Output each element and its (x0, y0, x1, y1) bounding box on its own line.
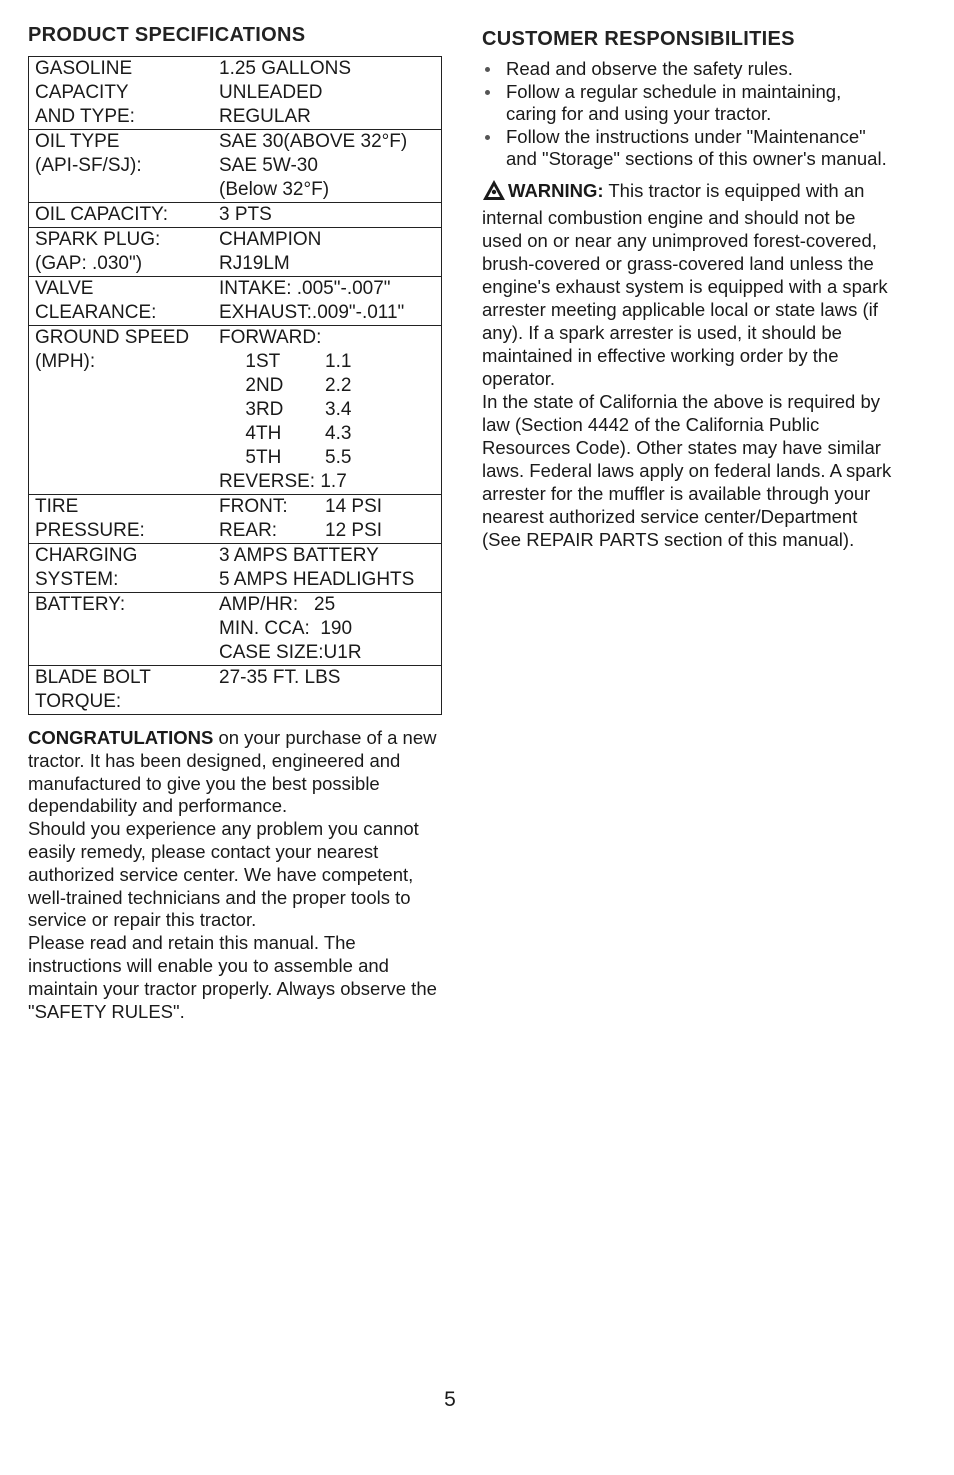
congrats-paragraph-1 (28, 727, 442, 818)
spec-value: 27-35 FT. LBS (219, 667, 341, 688)
spec-value-secondary: 3.4 (325, 399, 352, 420)
congrats-paragraph-3: Please read and retain this manual. The instructions will enable you to assemble and maintain your tractor properly. Always observe the "SAFETY RULES". (28, 932, 437, 1022)
spec-line (29, 446, 441, 470)
spec-value: REGULAR (219, 106, 311, 127)
spec-line (29, 57, 441, 81)
spec-label: PRESSURE: (35, 520, 145, 541)
spec-label: GROUND SPEED (35, 327, 190, 348)
spec-value-secondary: 14 PSI (325, 496, 383, 517)
spec-line (29, 568, 441, 592)
spec-line (29, 203, 441, 227)
table-row (28, 129, 442, 202)
spec-value: 3 AMPS BATTERY (219, 545, 379, 566)
spec-value-secondary: 12 PSI (325, 520, 383, 541)
table-row (28, 56, 442, 129)
warning-section (482, 179, 892, 551)
warning-triangle-icon (482, 179, 506, 206)
spec-label: BLADE BOLT (35, 667, 151, 688)
spec-value: 3 PTS (219, 204, 272, 225)
spec-value-secondary: 1.1 (325, 351, 352, 372)
spec-label: AND TYPE: (35, 106, 135, 127)
spec-line (29, 350, 441, 374)
spec-line (29, 666, 441, 690)
spec-value: SAE 30(ABOVE 32°F) (219, 131, 408, 152)
spec-line (29, 81, 441, 105)
warning-lead: WARNING: (508, 179, 604, 201)
spec-value-secondary: 4.3 (325, 423, 352, 444)
table-row (28, 543, 442, 592)
spec-label: VALVE (35, 278, 94, 299)
list-item: Follow the instructions under "Maintenance" and "Storage" sections of this owner's manual. (482, 126, 892, 171)
spec-value: 4TH (219, 423, 282, 444)
spec-value: FRONT: (219, 496, 288, 517)
bullet-icon (485, 135, 490, 140)
spec-line (29, 252, 441, 276)
left-column (28, 22, 442, 1023)
spec-line (29, 495, 441, 519)
spec-line (29, 178, 441, 202)
spec-line (29, 398, 441, 422)
table-row (28, 592, 442, 665)
congrats-paragraph-2: Should you experience any problem you cannot easily remedy, please contact your nearest authorized service center. We have competent, well-trained technicians and the proper tools to service or repair this tractor. (28, 818, 419, 931)
bullet-icon (485, 90, 490, 95)
warning-paragraph-2: In the state of California the above is required by law (Section 4442 of the California Public Resources Code). Other states may have similar laws. Federal laws apply on federal lands. A spark arrester for the muffler is available through your nearest authorized service center/Department (See REPAIR PARTS section of this manual). (482, 390, 892, 550)
responsibilities-list (482, 58, 892, 171)
spec-label: OIL CAPACITY: (35, 204, 169, 225)
spec-line (29, 130, 441, 154)
spec-value-secondary: 5.5 (325, 447, 352, 468)
spec-line (29, 228, 441, 252)
spec-label: (API-SF/SJ): (35, 155, 142, 176)
spec-label: (MPH): (35, 351, 96, 372)
spec-label: GASOLINE (35, 58, 133, 79)
spec-value: REAR: (219, 520, 278, 541)
spec-label: CLEARANCE: (35, 302, 157, 323)
spec-line (29, 422, 441, 446)
spec-label: CAPACITY (35, 82, 129, 103)
spec-line (29, 470, 441, 494)
spec-label: TORQUE: (35, 691, 122, 712)
specs-heading: PRODUCT SPECIFICATIONS (28, 24, 306, 46)
spec-label: OIL TYPE (35, 131, 120, 152)
right-column (482, 26, 892, 551)
spec-value: CASE SIZE:U1R (219, 642, 362, 663)
warning-p1-text: This tractor is equipped with an internal combustion engine and should not be used on or near any unimproved forest-covered, brush-covered or grass-covered land unless the engine's exhaust system is equipped with a spark arrester meeting applicable local or state laws (if any). If a spark arrester is used, it should be maintained in effective working order by the operator. (482, 179, 888, 389)
responsibilities-heading: CUSTOMER RESPONSIBILITIES (482, 28, 795, 50)
spec-value-secondary: 2.2 (325, 375, 352, 396)
spec-value: INTAKE: .005"-.007" (219, 278, 391, 299)
spec-line (29, 277, 441, 301)
warning-paragraph-1 (482, 179, 892, 390)
spec-line (29, 301, 441, 325)
spec-value: REVERSE: 1.7 (219, 471, 347, 492)
congratulations-section (28, 727, 442, 1023)
spec-line (29, 326, 441, 350)
spec-line (29, 519, 441, 543)
spec-line (29, 641, 441, 665)
congrats-lead: CONGRATULATIONS (28, 727, 214, 748)
spec-value: FORWARD: (219, 327, 322, 348)
spec-value: AMP/HR: 25 (219, 594, 336, 615)
spec-line (29, 617, 441, 641)
spec-label: (GAP: .030") (35, 253, 143, 274)
spec-line (29, 154, 441, 178)
spec-value: EXHAUST:.009"-.011" (219, 302, 405, 323)
list-item: Read and observe the safety rules. (482, 58, 892, 81)
spec-value: UNLEADED (219, 82, 323, 103)
spec-value: 2ND (219, 375, 284, 396)
spec-label: SPARK PLUG: (35, 229, 161, 250)
spec-label: TIRE (35, 496, 79, 517)
congrats-p1-text: on your purchase of a new tractor. It has been designed, engineered and manufactured to give you the best possible dependability and performance. (28, 727, 437, 817)
spec-value: 1.25 GALLONS (219, 58, 352, 79)
spec-label: SYSTEM: (35, 569, 119, 590)
bullet-icon (485, 67, 490, 72)
table-row (28, 227, 442, 276)
table-row (28, 494, 442, 543)
table-row (28, 665, 442, 715)
spec-value: SAE 5W-30 (219, 155, 318, 176)
table-row (28, 276, 442, 325)
spec-value: RJ19LM (219, 253, 290, 274)
page-number: 5 (444, 1388, 456, 1411)
spec-label: CHARGING (35, 545, 138, 566)
spec-value: CHAMPION (219, 229, 322, 250)
table-row (28, 325, 442, 494)
spec-label: BATTERY: (35, 594, 126, 615)
specs-table (28, 56, 442, 715)
spec-value: 5TH (219, 447, 282, 468)
spec-value: 5 AMPS HEADLIGHTS (219, 569, 415, 590)
spec-value: 3RD (219, 399, 284, 420)
spec-line (29, 105, 441, 129)
spec-line (29, 374, 441, 398)
spec-value: MIN. CCA: 190 (219, 618, 353, 639)
spec-line (29, 544, 441, 568)
list-item: Follow a regular schedule in maintaining, caring for and using your tractor. (482, 81, 892, 126)
table-row (28, 202, 442, 227)
spec-line (29, 593, 441, 617)
spec-line (29, 690, 441, 714)
spec-value: 1ST (219, 351, 281, 372)
spec-value: (Below 32°F) (219, 179, 330, 200)
